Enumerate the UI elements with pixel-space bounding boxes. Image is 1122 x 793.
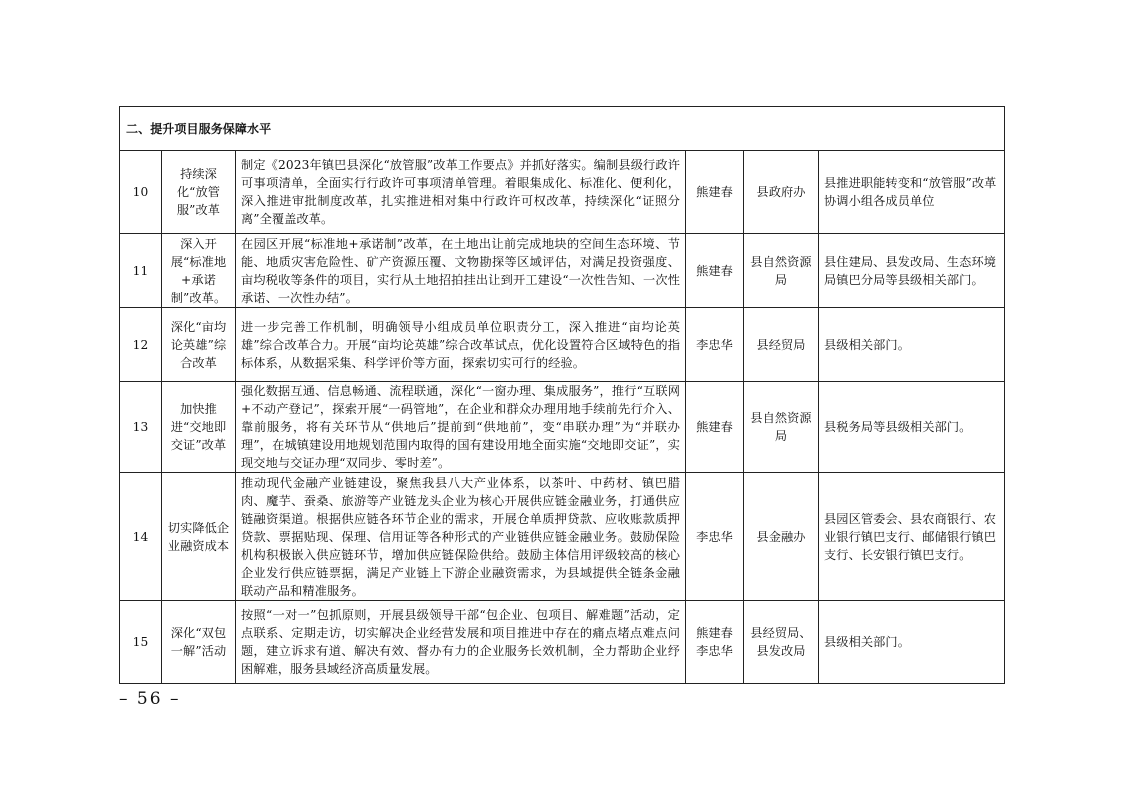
table-row <box>120 382 1005 473</box>
table-row <box>120 473 1005 601</box>
task-name: 深化“亩均论英雄”综合改革 <box>162 308 236 382</box>
task-content: 按照“一对一”包抓原则，开展县级领导干部“包企业、包项目、解难题”活动，定点联系、定期走访，切实解决企业经营发展和项目推进中存在的痛点堵点难点问题，建立诉求有道、解决有效、督办有力的企业服务长效机制，全力帮助企业纾困解难，服务县域经济高质量发展。 <box>236 601 686 684</box>
task-name: 深化“双包一解”活动 <box>162 601 236 684</box>
table-row <box>120 151 1005 234</box>
task-content: 在园区开展“标准地+承诺制”改革，在土地出让前完成地块的空间生态环境、节能、地质灾害危险性、矿产资源压覆、文物勘探等区域评估，对满足投资强度、亩均税收等条件的项目，实行从土地招拍挂出让到开工建设“一次性告知、一次性承诺、一次性办结”。 <box>236 234 686 308</box>
page-number: – 56 – <box>119 689 181 709</box>
table-row <box>120 234 1005 308</box>
row-number: 10 <box>120 151 162 234</box>
task-content: 进一步完善工作机制，明确领导小组成员单位职责分工，深入推进“亩均论英雄”综合改革合力。开展“亩均论英雄”综合改革试点，优化设置符合区域特色的指标体系，从数据采集、科学评价等方面，探索切实可行的经验。 <box>236 308 686 382</box>
section-title: 二、提升项目服务保障水平 <box>120 107 1005 151</box>
task-content: 制定《2023年镇巴县深化“放管服”改革工作要点》并抓好落实。编制县级行政许可事项清单，全面实行行政许可事项清单管理。着眼集成化、标准化、便利化，深入推进审批制度改革，扎实推进相对集中行政许可权改革，持续深化“证照分离”全覆盖改革。 <box>236 151 686 234</box>
lead-official: 李忠华 <box>686 473 744 601</box>
lead-official: 熊建春 李忠华 <box>686 601 744 684</box>
row-number: 12 <box>120 308 162 382</box>
row-number: 13 <box>120 382 162 473</box>
task-name: 持续深化“放管服”改革 <box>162 151 236 234</box>
task-name: 深入开展“标准地+承诺制”改革。 <box>162 234 236 308</box>
lead-official: 李忠华 <box>686 308 744 382</box>
task-content: 推动现代金融产业链建设，聚焦我县八大产业体系，以茶叶、中药材、镇巴腊肉、魔芋、蚕桑、旅游等产业链龙头企业为核心开展供应链金融业务，打通供应链融资渠道。根据供应链各环节企业的需求，开展仓单质押贷款、应收账款质押贷款、票据贴现、保理、信用证等各种形式的产业链供应链金融业务。鼓励保险机构积极嵌入供应链环节，增加供应链保险供给。鼓励主体信用评级较高的核心企业发行供应链票据，满足产业链上下游企业融资需求，为县域提供全链条金融联动产品和精准服务。 <box>236 473 686 601</box>
lead-department: 县经贸局、县发改局 <box>744 601 819 684</box>
table-row <box>120 601 1005 684</box>
lead-department: 县自然资源局 <box>744 382 819 473</box>
row-number: 11 <box>120 234 162 308</box>
cooperating-units: 县税务局等县级相关部门。 <box>819 382 1005 473</box>
lead-official: 熊建春 <box>686 382 744 473</box>
task-content: 强化数据互通、信息畅通、流程联通，深化“一窗办理、集成服务”，推行“互联网+不动产登记”，探索开展“一码管地”，在企业和群众办理用地手续前先行介入、靠前服务，将有关环节从“供地后”提前到“供地前”，变“串联办理”为“并联办理”，在城镇建设用地规划范围内取得的国有建设用地全面实施“交地即交证”，实现交地与交证办理“双同步、零时差”。 <box>236 382 686 473</box>
lead-department: 县金融办 <box>744 473 819 601</box>
cooperating-units: 县住建局、县发改局、生态环境局镇巴分局等县级相关部门。 <box>819 234 1005 308</box>
task-name: 切实降低企业融资成本 <box>162 473 236 601</box>
lead-official: 熊建春 <box>686 234 744 308</box>
table-row <box>120 308 1005 382</box>
cooperating-units: 县级相关部门。 <box>819 308 1005 382</box>
lead-department: 县经贸局 <box>744 308 819 382</box>
row-number: 15 <box>120 601 162 684</box>
lead-official: 熊建春 <box>686 151 744 234</box>
cooperating-units: 县推进职能转变和“放管服”改革协调小组各成员单位 <box>819 151 1005 234</box>
task-name: 加快推进“交地即交证”改革 <box>162 382 236 473</box>
task-table <box>119 106 1005 684</box>
cooperating-units: 县级相关部门。 <box>819 601 1005 684</box>
section-header-row <box>120 107 1005 151</box>
row-number: 14 <box>120 473 162 601</box>
cooperating-units: 县园区管委会、县农商银行、农业银行镇巴支行、邮储银行镇巴支行、长安银行镇巴支行。 <box>819 473 1005 601</box>
lead-department: 县政府办 <box>744 151 819 234</box>
lead-department: 县自然资源局 <box>744 234 819 308</box>
